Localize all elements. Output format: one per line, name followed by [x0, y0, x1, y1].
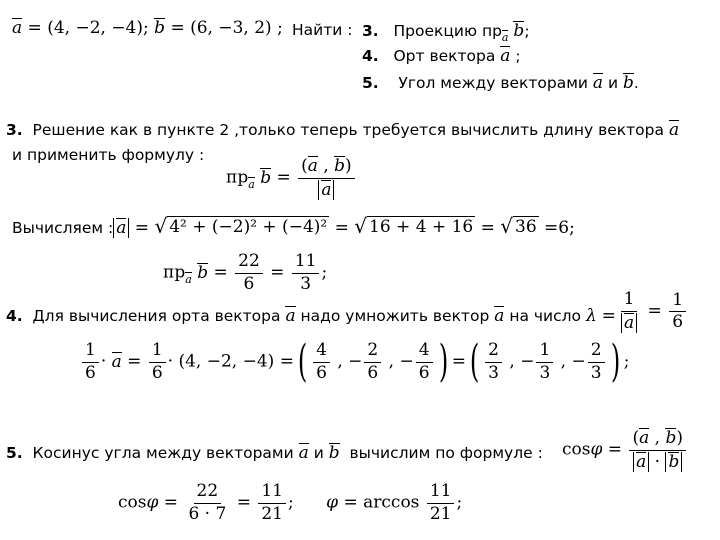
- section3-line1: 3. Решение как в пункте 2 ,только теперь требуется вычислить длину вектора a: [6, 120, 680, 140]
- vector-b-value: = (6, −3, 2) ;: [165, 18, 283, 38]
- task-item-5: 5. Угол между векторами a и b.: [362, 73, 639, 93]
- lambda-value: $\frac{1}{a}$ = $\frac{1}{6}$: [616, 290, 688, 333]
- projection-result: $пр_a$ b = $\frac{22}{6}$ = $\frac{11}{3}$ ;: [163, 251, 328, 294]
- projection-fraction: $\frac{(a , b)}{a}$: [298, 156, 355, 200]
- cosine-result: cosφ = $\frac{22}{6 \cdot 7}$ = $\frac{11}{21}$ ; φ = arccos $\frac{11}{21}$ ;: [118, 481, 463, 524]
- given-vectors: [12, 18, 283, 38]
- section4-line: 4. Для вычисления орта вектора a надо умножить вектор a на число λ =: [6, 306, 616, 326]
- vector-a-value: = (4, −2, −4);: [22, 18, 149, 38]
- task-label: Найти :: [292, 21, 353, 39]
- section5-line: 5. Косинус угла между векторами a и b вычислим по формуле :: [6, 443, 543, 463]
- vector-a: a: [12, 18, 23, 38]
- vector-b: b: [154, 18, 166, 38]
- length-calculation: Вычисляем : a = √ 4² + (−2)² + (−4)² = √ 16 + 4 + 16 = √ 36 =6;: [12, 214, 575, 238]
- cosine-formula: cosφ = $\frac{(a , b)}{a \cdot b}$: [562, 428, 688, 472]
- projection-formula: $пр_a$ b = $\frac{(a , b)}{a}$: [226, 156, 357, 200]
- section3-line2: и применить формулу :: [12, 146, 205, 164]
- unit-vector-row: $\frac{1}{6}$ · a = $\frac{1}{6}$ · (4, −2, −4) =( $\frac{4}{6}$ , − $\frac{2}{6}$ , − $\frac{4}{6}$ ) =( $\frac{2}{3}$ , − $\frac{1}{3}$ , − $\frac{2}{3}$ ) ;: [80, 340, 629, 384]
- task-item-3: 3. Проекцию $пр_a$ b;: [362, 21, 530, 44]
- task-item-4: 4. Орт вектора a ;: [362, 46, 521, 66]
